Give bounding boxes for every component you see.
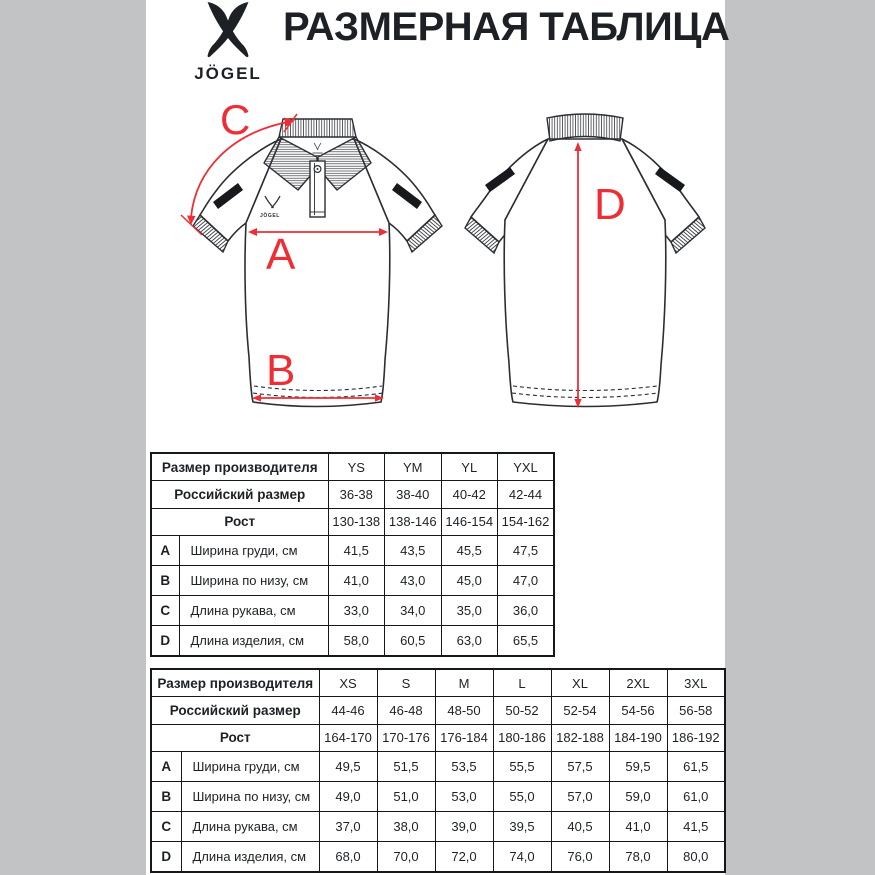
- measure-key: D: [151, 842, 181, 872]
- table-cell: 57,5: [551, 752, 609, 782]
- table-cell: 130-138: [328, 508, 385, 536]
- table-cell: 34,0: [385, 596, 442, 626]
- table-row: [151, 536, 554, 566]
- table-cell: 39,5: [493, 812, 551, 842]
- table-cell: 164-170: [319, 724, 377, 752]
- table-cell: 58,0: [328, 626, 385, 656]
- measure-key: D: [151, 626, 179, 656]
- table-cell: 52-54: [551, 697, 609, 725]
- table-cell: 45,0: [441, 566, 498, 596]
- row-header: Рост: [151, 724, 319, 752]
- table-cell: 41,5: [328, 536, 385, 566]
- size-table-youth: [150, 452, 555, 657]
- table-cell: 38,0: [377, 812, 435, 842]
- table-cell: 138-146: [385, 508, 442, 536]
- table-cell: M: [435, 669, 493, 697]
- table-cell: 76,0: [551, 842, 609, 872]
- row-header: Российский размер: [151, 697, 319, 725]
- row-header: Российский размер: [151, 481, 328, 509]
- table-cell: 56-58: [667, 697, 725, 725]
- table-cell: 41,0: [609, 812, 667, 842]
- table-cell: 68,0: [319, 842, 377, 872]
- measure-key: B: [151, 782, 181, 812]
- table-cell: 46-48: [377, 697, 435, 725]
- table-cell: 186-192: [667, 724, 725, 752]
- brand-wordmark: JÖGEL: [194, 64, 262, 83]
- table-cell: 43,0: [385, 566, 442, 596]
- table-row: [151, 842, 725, 872]
- table-row: [151, 481, 554, 509]
- table-cell: 38-40: [385, 481, 442, 509]
- measure-label: Длина рукава, см: [181, 812, 319, 842]
- table-cell: L: [493, 669, 551, 697]
- table-cell: 44-46: [319, 697, 377, 725]
- page-title: РАЗМЕРНАЯ ТАБЛИЦА: [283, 5, 730, 49]
- table-cell: YL: [441, 453, 498, 481]
- back-collar-band: [547, 114, 623, 141]
- table-cell: 45,5: [441, 536, 498, 566]
- row-header: Размер производителя: [151, 669, 319, 697]
- table-cell: 55,5: [493, 752, 551, 782]
- measure-label: Длина изделия, см: [181, 842, 319, 872]
- table-cell: 49,5: [319, 752, 377, 782]
- content-sheet: [146, 0, 730, 875]
- table-cell: 78,0: [609, 842, 667, 872]
- table-cell: 33,0: [328, 596, 385, 626]
- table-row: [151, 697, 725, 725]
- back-body: [504, 139, 666, 407]
- table-cell: 35,0: [441, 596, 498, 626]
- table-cell: 184-190: [609, 724, 667, 752]
- table-cell: 51,5: [377, 752, 435, 782]
- table-row: [151, 752, 725, 782]
- table-cell: 182-188: [551, 724, 609, 752]
- table-cell: 63,0: [441, 626, 498, 656]
- measure-key: C: [151, 596, 179, 626]
- measure-label-a: A: [266, 230, 296, 279]
- table-cell: 74,0: [493, 842, 551, 872]
- table-cell: 42-44: [498, 481, 555, 509]
- size-table-adult: [150, 668, 726, 873]
- table-row: [151, 508, 554, 536]
- measure-label: Длина рукава, см: [179, 596, 328, 626]
- table-cell: 37,0: [319, 812, 377, 842]
- measure-label: Ширина груди, см: [181, 752, 319, 782]
- table-cell: YXL: [498, 453, 555, 481]
- measure-key: B: [151, 566, 179, 596]
- table-cell: YS: [328, 453, 385, 481]
- table-cell: 47,5: [498, 536, 555, 566]
- table-row: [151, 812, 725, 842]
- measure-label: Ширина по низу, см: [179, 566, 328, 596]
- table-cell: 59,5: [609, 752, 667, 782]
- table-cell: 59,0: [609, 782, 667, 812]
- measure-label: Длина изделия, см: [179, 626, 328, 656]
- table-row: [151, 782, 725, 812]
- table-cell: 40,5: [551, 812, 609, 842]
- table-cell: 49,0: [319, 782, 377, 812]
- table-row: [151, 596, 554, 626]
- table-cell: 36-38: [328, 481, 385, 509]
- table-cell: 36,0: [498, 596, 555, 626]
- table-cell: 40-42: [441, 481, 498, 509]
- measure-label: Ширина груди, см: [179, 536, 328, 566]
- table-cell: 61,5: [667, 752, 725, 782]
- chest-logo-text: JÖGEL: [260, 213, 280, 219]
- table-cell: YM: [385, 453, 442, 481]
- table-cell: 50-52: [493, 697, 551, 725]
- table-cell: 47,0: [498, 566, 555, 596]
- table-cell: 3XL: [667, 669, 725, 697]
- measure-key: A: [151, 752, 181, 782]
- table-cell: XL: [551, 669, 609, 697]
- measure-key: A: [151, 536, 179, 566]
- table-cell: 80,0: [667, 842, 725, 872]
- table-cell: 2XL: [609, 669, 667, 697]
- brand-logo: [164, 2, 292, 84]
- table-row: [151, 566, 554, 596]
- polo-front-diagram: [180, 96, 460, 425]
- row-header: Размер производителя: [151, 453, 328, 481]
- table-cell: 72,0: [435, 842, 493, 872]
- table-cell: XS: [319, 669, 377, 697]
- table-cell: 70,0: [377, 842, 435, 872]
- table-cell: 61,0: [667, 782, 725, 812]
- table-cell: 54-56: [609, 697, 667, 725]
- table-row: [151, 453, 554, 481]
- table-row: [151, 626, 554, 656]
- table-cell: 53,0: [435, 782, 493, 812]
- table-cell: S: [377, 669, 435, 697]
- table-row: [151, 724, 725, 752]
- measure-label: Ширина по низу, см: [181, 782, 319, 812]
- table-cell: 146-154: [441, 508, 498, 536]
- table-row: [151, 669, 725, 697]
- table-cell: 60,5: [385, 626, 442, 656]
- table-cell: 170-176: [377, 724, 435, 752]
- table-cell: 41,5: [667, 812, 725, 842]
- table-cell: 51,0: [377, 782, 435, 812]
- placket: [310, 161, 325, 217]
- table-cell: 43,5: [385, 536, 442, 566]
- measure-label-d: D: [594, 180, 626, 229]
- table-cell: 55,0: [493, 782, 551, 812]
- measure-label-b: B: [266, 346, 296, 395]
- polo-back-diagram: [465, 105, 705, 425]
- table-cell: 57,0: [551, 782, 609, 812]
- table-cell: 48-50: [435, 697, 493, 725]
- table-cell: 65,5: [498, 626, 555, 656]
- table-cell: 39,0: [435, 812, 493, 842]
- measure-key: C: [151, 812, 181, 842]
- table-cell: 154-162: [498, 508, 555, 536]
- table-cell: 41,0: [328, 566, 385, 596]
- table-cell: 176-184: [435, 724, 493, 752]
- table-cell: 180-186: [493, 724, 551, 752]
- measure-label-c: C: [220, 96, 251, 143]
- table-cell: 53,5: [435, 752, 493, 782]
- row-header: Рост: [151, 508, 328, 536]
- brand-emblem-icon: [199, 2, 257, 58]
